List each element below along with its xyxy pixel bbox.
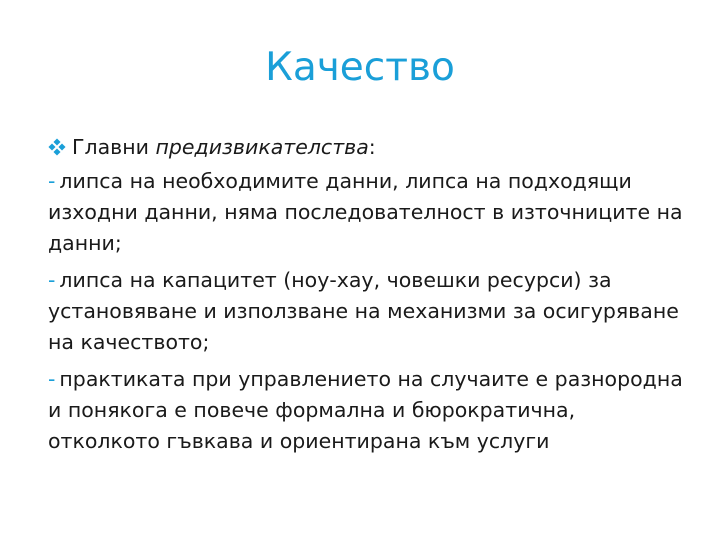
- list-item-text: липса на необходимите данни, липса на подходящи изходни данни, няма последователност в източниците на данни;: [48, 169, 683, 255]
- bullet-colon: :: [368, 134, 376, 159]
- list-item-text: практиката при управлението на случаите е разнородна и понякога е повече формална и бюрократична, отколкото гъвкава и ориентирана към услуги: [48, 367, 683, 453]
- list-item: [48, 265, 688, 358]
- main-bullet-text: [72, 132, 376, 163]
- dash-marker: -: [48, 169, 56, 193]
- bullet-lead: Главни: [72, 134, 156, 159]
- slide-title: Качество: [265, 45, 455, 90]
- dash-marker: -: [48, 367, 56, 391]
- list-item: [48, 364, 688, 457]
- list-item-text: липса на капацитет (ноу-хау, човешки ресурси) за установяване и използване на механизми за осигуряване на качеството;: [48, 268, 679, 354]
- diamond-bullet-icon: [48, 138, 66, 156]
- bullet-emphasis: предизвикателства: [155, 134, 369, 159]
- main-bullet: [48, 128, 688, 166]
- list-item: [48, 166, 688, 259]
- slide-body: [48, 128, 688, 463]
- dash-marker: -: [48, 268, 56, 292]
